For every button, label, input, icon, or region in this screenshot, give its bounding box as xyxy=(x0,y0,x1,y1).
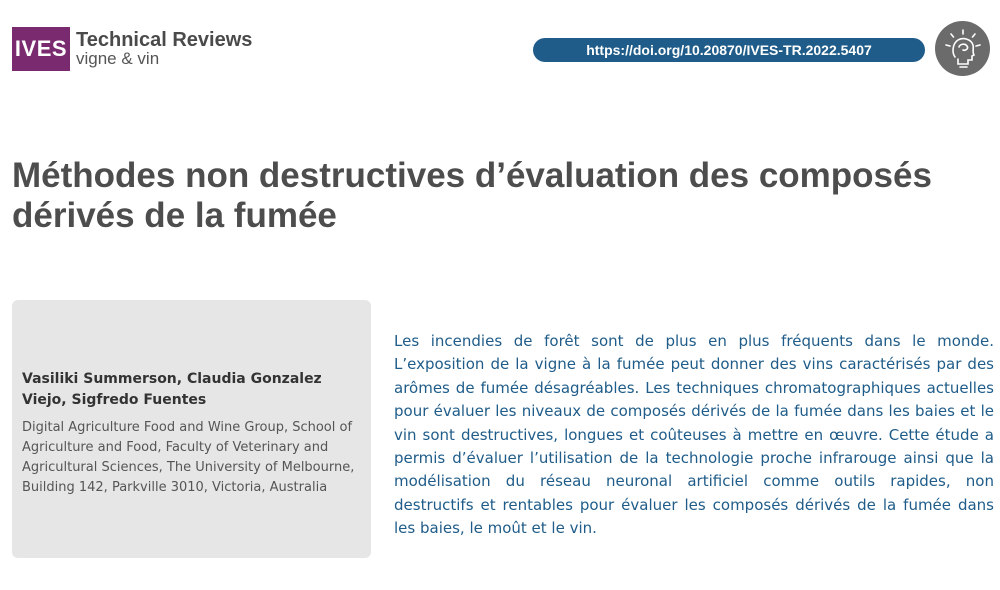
lightbulb-head-icon-graphic xyxy=(941,27,985,71)
doi-link[interactable] xyxy=(533,38,925,62)
brand-subtitle: vigne & vin xyxy=(76,49,160,68)
affiliation: Digital Agriculture Food and Wine Group, School of Agriculture and Food, Faculty of Veterinary and Agricultural Sciences, The University of Melbourne, Building 142, Parkville 3010, Victoria, Australia xyxy=(22,420,355,495)
authors: Vasiliki Summerson, Claudia Gonzalez Viejo, Sigfredo Fuentes xyxy=(22,371,322,408)
doi-link-text: https://doi.org/10.20870/IVES-TR.2022.5407 xyxy=(586,42,872,58)
logo-text: IVES xyxy=(14,36,68,61)
brand xyxy=(76,30,252,67)
abstract: Les incendies de forêt sont de plus en plus fréquents dans le monde. L’exposition de la vigne à la fumée peut donner des vins caractérisés par des arômes de fumée désagréables. Les techniques chromatographiques actuelles pour évaluer les niveaux de composés dérivés de la fumée dans les baies et le vin sont destructives, longues et coûteuses à mettre en œuvre. Cette étude a permis d’évaluer l’utilisation de la technologie proche infrarouge ainsi que la modélisation du réseau neuronal artificiel comme outils rapides, non destructifs et rentables pour évaluer les composés dérivés de la fumée dans les baies, le moût et le vin. xyxy=(394,332,994,538)
author-box xyxy=(12,300,371,558)
ives-logo[interactable] xyxy=(12,27,70,71)
brand-title: Technical Reviews xyxy=(76,29,253,51)
lightbulb-head-icon xyxy=(935,21,990,76)
page-title: Méthodes non destructives d’évaluation des composés dérivés de la fumée xyxy=(12,156,932,235)
